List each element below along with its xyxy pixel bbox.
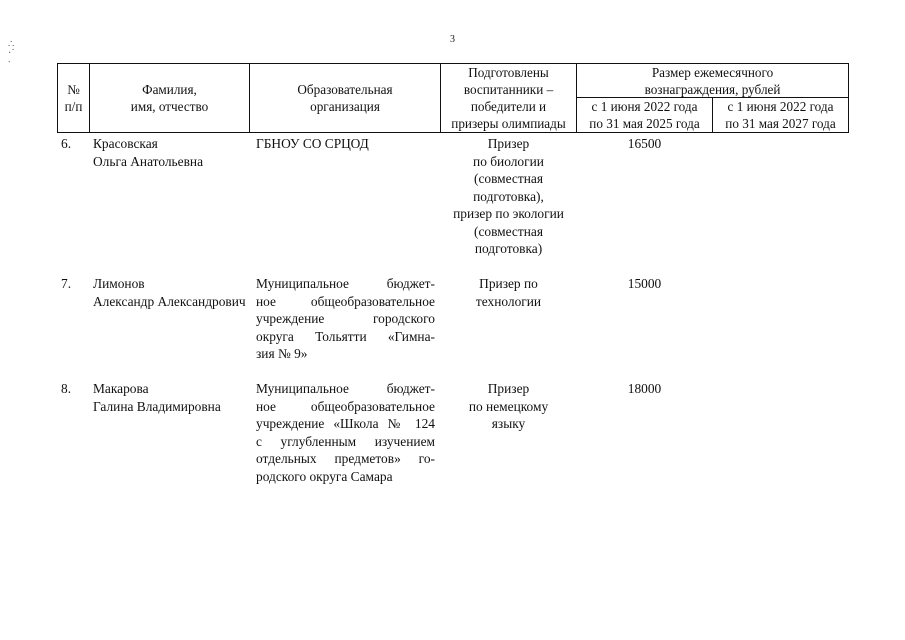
table-border-right [848, 63, 849, 133]
margin-mark: ∙ [8, 57, 11, 68]
header-period-2: с 1 июня 2022 года по 31 мая 2027 года [725, 99, 836, 131]
achievement: Призер по технологии [475, 276, 542, 309]
margin-mark: ·˙ [8, 48, 15, 59]
header-name: Фамилия, имя, отчество [130, 82, 209, 114]
row-number: 6. [61, 136, 72, 151]
table-border-bottom [57, 132, 849, 133]
person-name: Красовская Ольга Анатольевна [93, 136, 204, 169]
achievement: Призер по немецкому языку [468, 381, 549, 431]
page-number: 3 [450, 34, 455, 45]
margin-marks [8, 40, 15, 67]
achievement: Призер по биологии (совместная подготовка), призер по экологии (совместная подготовка) [453, 136, 564, 256]
person-name: Макарова Галина Владимировна [93, 381, 221, 414]
header-period-1: с 1 июня 2022 года по 31 мая 2025 года [589, 99, 700, 131]
reward-amount: 18000 [627, 381, 662, 396]
person-name: Лимонов Александр Александрович [93, 276, 246, 309]
organization: Муниципальное бюджет- ное общеобразовательное учреждение «Школа № 124 с углубленным изучением отдельных предметов» го- родского округа Самара [256, 381, 435, 484]
header-reward: Размер ежемесячного вознаграждения, рублей [644, 65, 781, 97]
header-prepared: Подготовлены воспитанники – победители и призеры олимпиады [451, 65, 566, 131]
row-number: 8. [61, 381, 72, 396]
header-org: Образовательная организация [297, 82, 393, 114]
row-number: 7. [61, 276, 72, 291]
reward-amount: 16500 [627, 136, 662, 151]
organization: Муниципальное бюджет- ное общеобразовательное учреждение городского округа Тольятти «Гимна- зия № 9» [256, 276, 435, 361]
header-num: № п/п [64, 82, 83, 114]
margin-mark: ∴ [8, 39, 15, 50]
organization: ГБНОУ СО СРЦОД [256, 136, 369, 151]
reward-amount: 15000 [627, 276, 662, 291]
